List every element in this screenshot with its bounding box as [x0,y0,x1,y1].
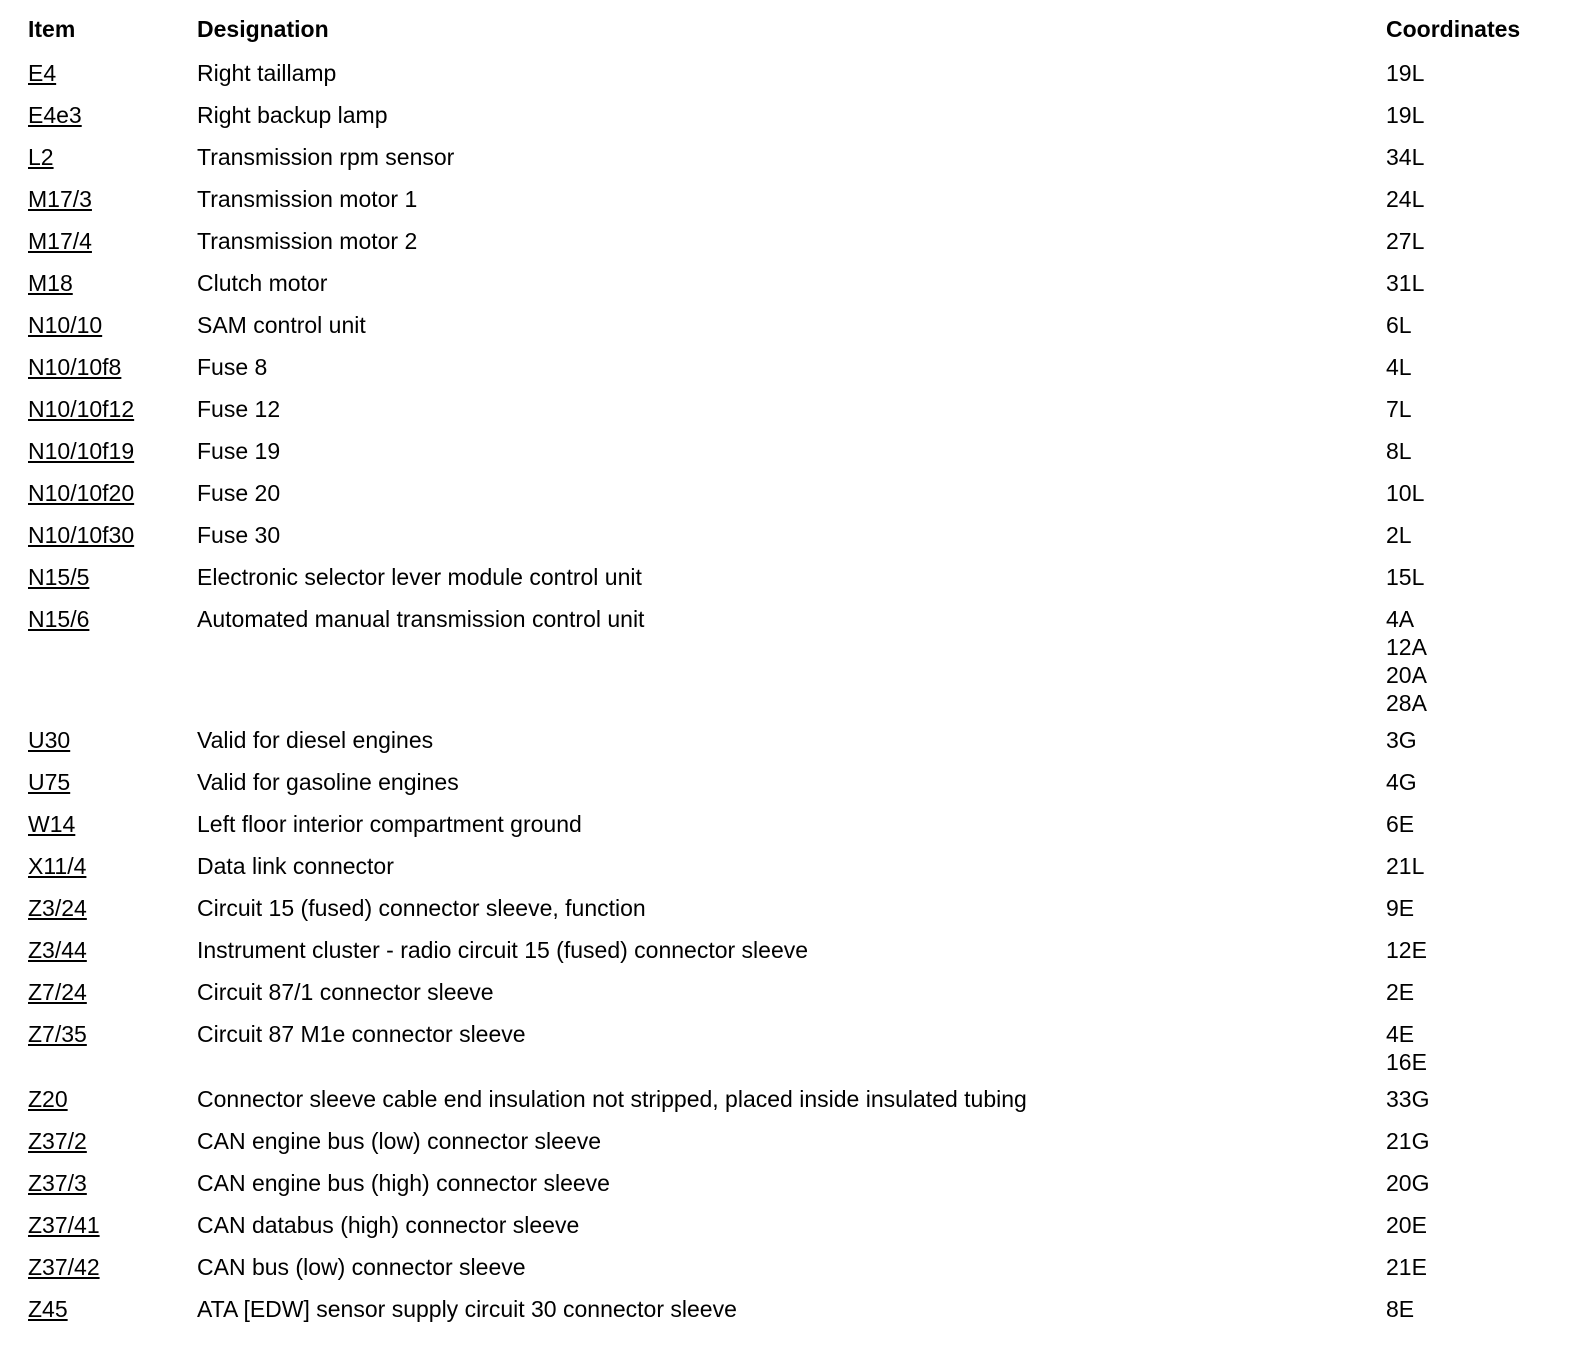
coordinate-value: 19L [1386,60,1425,86]
header-coordinates: Coordinates [1386,16,1521,42]
coordinate-value: 24L [1386,186,1425,212]
item-link[interactable]: N10/10f12 [28,396,135,422]
table-row [28,1166,1538,1208]
item-link[interactable]: N15/6 [28,606,90,632]
header-designation: Designation [197,16,329,42]
item-link[interactable]: Z3/44 [28,937,87,963]
designation-cell: ATA [EDW] sensor supply circuit 30 connector sleeve [197,1296,737,1322]
coordinate-value: 6L [1386,312,1412,338]
designation-cell: CAN bus (low) connector sleeve [197,1254,526,1280]
header-item: Item [28,16,76,42]
item-link[interactable]: Z20 [28,1086,68,1112]
item-cell [28,852,197,880]
item-link[interactable]: W14 [28,811,76,837]
coordinate-value: 12A [1386,634,1427,660]
item-cell [28,1295,197,1323]
designation-cell: Valid for diesel engines [197,727,434,753]
coordinates-cell [1386,810,1538,838]
item-cell [28,479,197,507]
coordinate-value: 15L [1386,564,1425,590]
designation-cell: Circuit 87 M1e connector sleeve [197,1021,526,1047]
designation-cell: Data link connector [197,853,394,879]
table-row [28,1208,1538,1250]
table-body [28,56,1538,1334]
designation-cell: Clutch motor [197,270,328,296]
coordinates-cell [1386,101,1538,129]
designation-cell: Instrument cluster - radio circuit 15 (fused) connector sleeve [197,937,809,963]
coordinates-cell [1386,185,1538,213]
table-row [28,1250,1538,1292]
item-link[interactable]: M18 [28,270,73,296]
coordinate-value: 4L [1386,354,1412,380]
designation-cell: Transmission motor 2 [197,228,418,254]
table-row [28,723,1538,765]
table-row [28,56,1538,98]
coordinate-value: 3G [1386,727,1417,753]
item-cell [28,978,197,1006]
item-link[interactable]: Z3/24 [28,895,87,921]
designation-cell: Electronic selector lever module control unit [197,564,642,590]
item-cell [28,143,197,171]
coordinate-value: 7L [1386,396,1412,422]
coordinates-cell [1386,936,1538,964]
table-row [28,518,1538,560]
designation-cell: Fuse 19 [197,438,281,464]
table-row [28,98,1538,140]
designation-cell: Circuit 87/1 connector sleeve [197,979,494,1005]
item-link[interactable]: Z7/35 [28,1021,87,1047]
coordinates-cell [1386,143,1538,171]
coordinate-value: 9E [1386,895,1415,921]
coordinates-cell [1386,269,1538,297]
designation-cell: CAN engine bus (low) connector sleeve [197,1128,601,1154]
coordinates-cell [1386,227,1538,255]
coordinates-cell [1386,437,1538,465]
item-link[interactable]: N10/10f19 [28,438,135,464]
coordinate-value: 12E [1386,937,1427,963]
designation-cell: Connector sleeve cable end insulation not stripped, placed inside insulated tubing [197,1086,1027,1112]
coordinates-cell [1386,1169,1538,1197]
coordinate-value: 2E [1386,979,1415,1005]
item-link[interactable]: M17/3 [28,186,92,212]
item-cell [28,1085,197,1113]
item-cell [28,101,197,129]
item-cell [28,269,197,297]
table-row [28,1082,1538,1124]
coordinates-cell [1386,1295,1538,1323]
item-cell [28,605,197,633]
item-cell [28,1020,197,1048]
coordinates-cell [1386,768,1538,796]
table-row [28,140,1538,182]
item-cell [28,810,197,838]
coordinates-cell [1386,1253,1538,1281]
item-cell [28,521,197,549]
designation-cell: Fuse 20 [197,480,281,506]
coordinates-cell [1386,1020,1538,1076]
item-link[interactable]: Z45 [28,1296,68,1322]
table-row [28,266,1538,308]
coordinate-value: 33G [1386,1086,1430,1112]
table-row [28,807,1538,849]
table-row [28,891,1538,933]
table-row [28,975,1538,1017]
item-link[interactable]: U30 [28,727,71,753]
designation-cell: Fuse 12 [197,396,281,422]
coordinate-value: 34L [1386,144,1425,170]
table-row [28,1292,1538,1334]
coordinate-value: 4G [1386,769,1417,795]
item-link[interactable]: Z37/41 [28,1212,100,1238]
item-cell [28,437,197,465]
designation-cell: Transmission motor 1 [197,186,418,212]
designation-cell: Automated manual transmission control unit [197,606,645,632]
coordinate-value: 21G [1386,1128,1430,1154]
coordinate-value: 19L [1386,102,1425,128]
coordinates-cell [1386,353,1538,381]
item-link[interactable]: N10/10f20 [28,480,135,506]
coordinate-value: 20G [1386,1170,1430,1196]
table-header-row [28,12,1538,56]
coordinates-cell [1386,1127,1538,1155]
item-cell [28,563,197,591]
table-row [28,1124,1538,1166]
table-row [28,933,1538,975]
item-link[interactable]: U75 [28,769,71,795]
item-link[interactable]: N15/5 [28,564,90,590]
table-row [28,308,1538,350]
item-link[interactable]: N10/10f8 [28,354,122,380]
item-link[interactable]: L2 [28,144,54,170]
item-link[interactable]: N10/10f30 [28,522,135,548]
item-cell [28,1127,197,1155]
designation-cell: Valid for gasoline engines [197,769,459,795]
coordinates-cell [1386,894,1538,922]
coordinate-value: 20E [1386,1212,1427,1238]
coordinates-cell [1386,1085,1538,1113]
table-row [28,350,1538,392]
item-cell [28,353,197,381]
coordinates-cell [1386,59,1538,87]
coordinate-value: 27L [1386,228,1425,254]
coordinate-value: 8E [1386,1296,1415,1322]
item-link[interactable]: Z7/24 [28,979,87,1005]
item-cell [28,395,197,423]
item-link[interactable]: X11/4 [28,853,87,879]
table-row [28,602,1538,723]
table-row [28,560,1538,602]
coordinates-cell [1386,563,1538,591]
coordinate-value: 21L [1386,853,1425,879]
designation-cell: Right taillamp [197,60,337,86]
table-row [28,1017,1538,1082]
item-cell [28,1169,197,1197]
coordinate-value: 6E [1386,811,1415,837]
item-cell [28,59,197,87]
item-link[interactable]: Z37/2 [28,1128,87,1154]
item-cell [28,1253,197,1281]
table-row [28,476,1538,518]
designation-cell: Circuit 15 (fused) connector sleeve, function [197,895,646,921]
item-cell [28,936,197,964]
item-link[interactable]: N10/10 [28,312,103,338]
designation-cell: SAM control unit [197,312,366,338]
coordinate-value: 16E [1386,1049,1427,1075]
coordinates-cell [1386,852,1538,880]
coordinates-cell [1386,521,1538,549]
designation-cell: Fuse 30 [197,522,281,548]
item-link[interactable]: Z37/42 [28,1254,100,1280]
coordinates-cell [1386,605,1538,717]
item-cell [28,227,197,255]
item-link[interactable]: E4e3 [28,102,82,128]
table-row [28,224,1538,266]
item-link[interactable]: M17/4 [28,228,92,254]
table-row [28,849,1538,891]
table-row [28,182,1538,224]
designation-cell: Transmission rpm sensor [197,144,455,170]
coordinates-cell [1386,726,1538,754]
coordinate-value: 20A [1386,662,1427,688]
coordinate-value: 4E [1386,1021,1415,1047]
coordinate-value: 31L [1386,270,1425,296]
component-legend-table [28,12,1538,1334]
table-row [28,434,1538,476]
item-cell [28,894,197,922]
item-cell [28,1211,197,1239]
coordinates-cell [1386,978,1538,1006]
coordinates-cell [1386,395,1538,423]
coordinates-cell [1386,1211,1538,1239]
item-cell [28,311,197,339]
coordinate-value: 10L [1386,480,1425,506]
designation-cell: Fuse 8 [197,354,268,380]
coordinate-value: 8L [1386,438,1412,464]
table-row [28,765,1538,807]
item-cell [28,185,197,213]
coordinates-cell [1386,311,1538,339]
item-link[interactable]: E4 [28,60,57,86]
coordinates-cell [1386,479,1538,507]
designation-cell: Right backup lamp [197,102,388,128]
designation-cell: Left floor interior compartment ground [197,811,582,837]
coordinate-value: 4A [1386,606,1415,632]
coordinate-value: 21E [1386,1254,1427,1280]
coordinate-value: 2L [1386,522,1412,548]
item-cell [28,768,197,796]
table-row [28,392,1538,434]
coordinate-value: 28A [1386,690,1427,716]
item-link[interactable]: Z37/3 [28,1170,87,1196]
item-cell [28,726,197,754]
designation-cell: CAN databus (high) connector sleeve [197,1212,580,1238]
designation-cell: CAN engine bus (high) connector sleeve [197,1170,610,1196]
